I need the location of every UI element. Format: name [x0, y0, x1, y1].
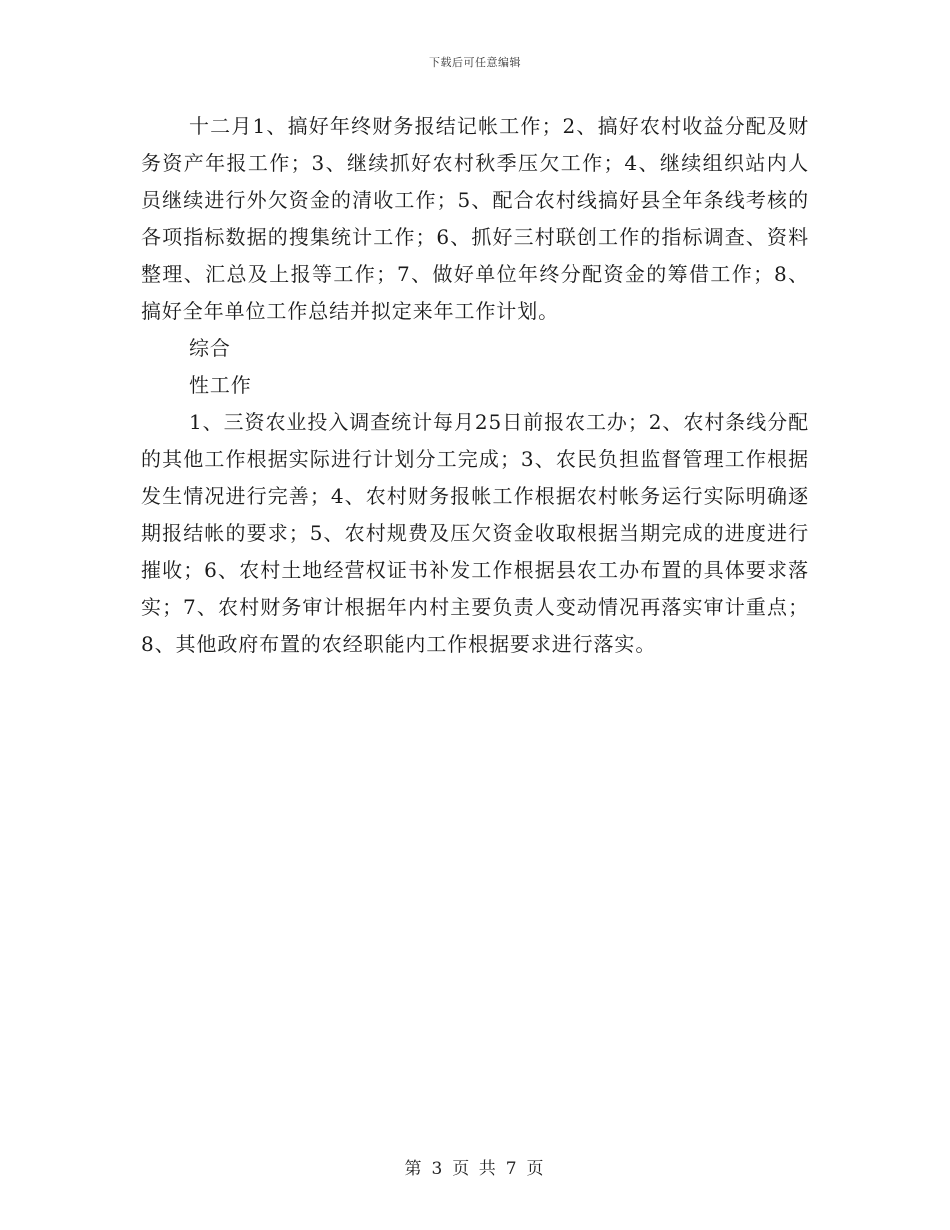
download-note: 下载后可任意编辑 — [429, 56, 521, 69]
page-footer — [0, 1154, 950, 1179]
paragraph-december-plan: 十二月1、搞好年终财务报结记帐工作；2、搞好农村收益分配及财务资产年报工作；3、继续抓好农村秋季压欠工作；4、继续组织站内人员继续进行外欠资金的清收工作；5、配合农村线搞好县全年条线考核的各项指标数据的搜集统计工作；6、抓好三村联创工作的指标调查、资料整理、汇总及上报等工作；7、做好单位年终分配资金的筹借工作；8、搞好全年单位工作总结并拟定来年工作计划。 — [141, 114, 809, 323]
footer-total-pages: 7 — [505, 1159, 519, 1179]
section-heading-part1: 综合 — [189, 336, 231, 360]
footer-mid: 页 共 — [452, 1159, 498, 1179]
footer-prefix: 第 — [404, 1159, 424, 1179]
document-body — [141, 108, 809, 663]
footer-current-page: 3 — [431, 1159, 445, 1179]
section-heading-part2: 性工作 — [189, 373, 252, 397]
paragraph-comprehensive-work: 1、三资农业投入调查统计每月25日前报农工办；2、农村条线分配的其他工作根据实际进行计划分工完成；3、农民负担监督管理工作根据发生情况进行完善；4、农村财务报帐工作根据农村帐务运行实际明确逐期报结帐的要求；5、农村规费及压欠资金收取根据当期完成的进度进行摧收；6、农村土地经营权证书补发工作根据县农工办布置的具体要求落实；7、农村财务审计根据年内村主要负责人变动情况再落实审计重点；8、其他政府布置的农经职能内工作根据要求进行落实。 — [141, 410, 809, 656]
footer-suffix: 页 — [526, 1159, 546, 1179]
